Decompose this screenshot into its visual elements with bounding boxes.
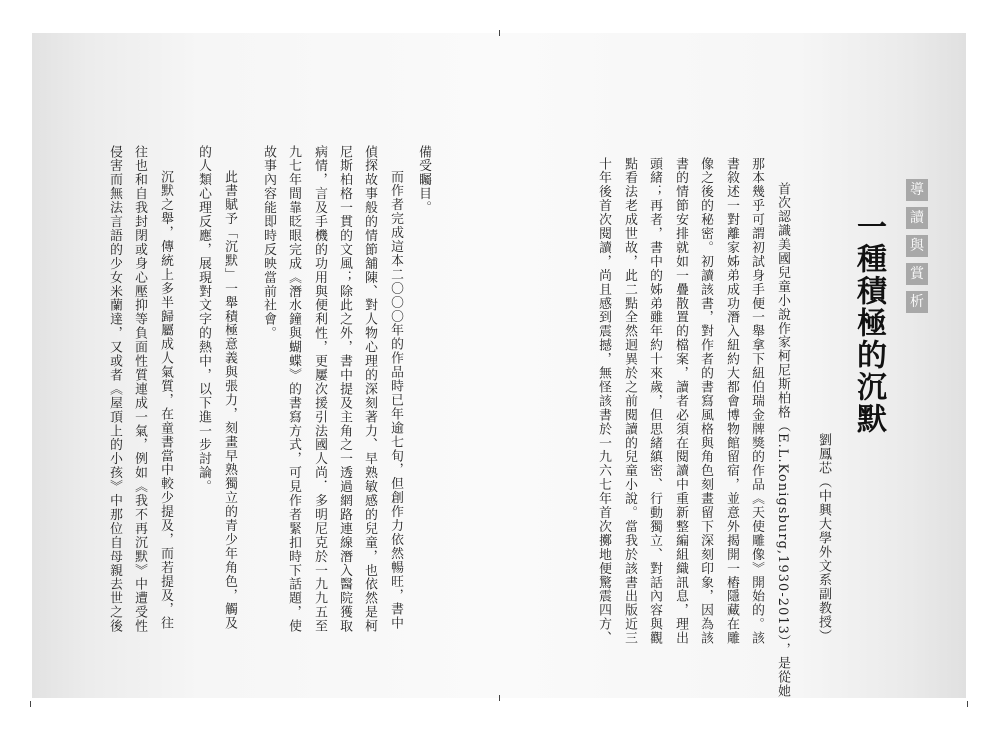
text-column: 侵害而無法言語的少女米蘭達，又或者《屋頂上的小孩》中那位自母親去世之後 (107, 145, 122, 634)
text-column: 書敘述一對離家姊弟成功潛入紐約大都會博物館留宿，並意外揭開一樁隱藏在雕 (724, 157, 739, 646)
text-column: 頭緒；再者，書中的姊弟雖年約十來歲，但思緒縝密、行動獨立、對話內容與觀 (647, 157, 662, 646)
text-column: 病情，言及手機的功用與便利性，更屢次援引法國人尚．多明尼克於一九九五至 (312, 145, 327, 634)
crop-mark-bottom-right (967, 701, 968, 707)
text-column: 點看法老成世故，此二點全然迥異於之前閱讀的兒童小說。當我於該書出版近三 (622, 157, 637, 646)
article-title: 一種積極的沉默 (851, 211, 886, 435)
text-column: 九七年間靠眨眼完成《潛水鐘與蝴蝶》的書寫方式，可見作者緊扣時下話題，使 (286, 145, 301, 634)
crop-mark-bottom-left (30, 701, 31, 707)
text-column: 此書賦予「沉默」一舉積極意義與張力，刻畫早熟獨立的青少年角色，觸及 (222, 170, 237, 631)
text-column: 尼斯柏格一貫的文風；除此之外，書中提及主角之一透過網路連線潛入醫院獲取 (337, 145, 352, 634)
text-column: 的人類心理反應，展現對文字的熱中，以下進一步討論。 (196, 145, 211, 494)
crop-mark-bottom-center (499, 695, 500, 701)
author-byline: 劉鳳芯（中興大學外文系副教授） (816, 433, 831, 643)
text-column: 而作者完成這本二〇〇〇年的作品時已年逾七旬，但創作力依然暢旺，書中 (388, 170, 403, 631)
section-label (906, 179, 934, 313)
text-column: 故事內容能即時反映當前社會。 (261, 145, 276, 341)
section-badge: 析 (906, 291, 928, 313)
section-badge: 導 (906, 179, 928, 201)
text-column: 備受矚目。 (416, 145, 431, 215)
section-badge: 與 (906, 235, 928, 257)
text-column: 沉默之舉，傳統上多半歸屬成人氣質，在童書當中較少提及，而若提及，往 (158, 170, 173, 631)
text-column: 像之後的秘密。初讀該書，對作者的書寫風格與角色刻畫留下深刻印象，因為該 (698, 157, 713, 646)
section-badge: 賞 (906, 263, 928, 285)
crop-mark-top-center (499, 30, 500, 36)
text-column: 往也和自我封閉或身心壓抑等負面性質連成一氣，例如《我不再沉默》中遭受性 (132, 145, 147, 634)
text-column: 書的情節安排就如一疊散置的檔案，讀者必須在閱讀中重新整編組織訊息，理出 (673, 157, 688, 646)
text-column: 十年後首次閱讀，尚且感到震撼，無怪該書於一九六七年首次擲地便驚震四方、 (596, 157, 611, 646)
text-column: 首次認識美國兒童小說作家柯尼斯柏格（E.L.Konigsburg,1930-2013），是從她 (775, 182, 790, 699)
text-column: 那本幾乎可謂初試身手便一舉拿下紐伯瑞金牌獎的作品《天使雕像》開始的。該 (749, 157, 764, 646)
section-badge: 讀 (906, 207, 928, 229)
text-column: 偵探故事般的情節舖陳、對人物心理的深刻著力、早熟敏感的兒童，也依然是柯 (362, 145, 377, 634)
book-spread (32, 33, 966, 698)
